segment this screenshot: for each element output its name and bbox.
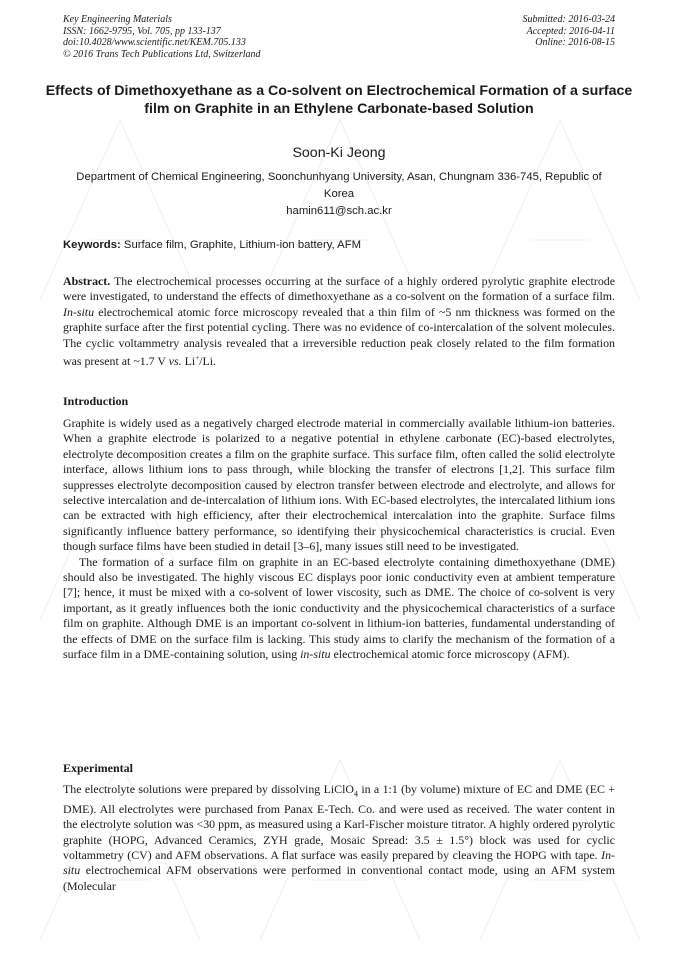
author-email[interactable]: hamin611@sch.ac.kr xyxy=(286,205,392,217)
online-date: Online: 2016-08-15 xyxy=(535,37,615,48)
introduction-italic: in-situ xyxy=(300,647,331,662)
introduction-paragraph-2 xyxy=(63,555,615,663)
introduction-heading: Introduction xyxy=(63,394,129,408)
abstract-italic-1: In-situ xyxy=(63,304,95,319)
experimental-body xyxy=(63,782,615,894)
experimental-heading: Experimental xyxy=(63,761,133,775)
introduction-paragraph-2-text-a: The formation of a surface film on graphite in an EC-based electrolyte containing dimethoxyethane (DME) should also be investigated. The highly viscous EC displays poor ionic conductivity even at ambient temperature [7]; hence, it must be mixed with a co-solvent of lower viscosity, such as DME. The choice of co-solvent is very important, as it greatly influences both the ionic conductivity and the physicochemical characteristics of a surface film on graphite. Although DME is an important co-solvent in lithium-ion batteries, fundamental understanding of the effects of DME on the surface film is lacking. This study aims to clarify the mechanism of the formation of a surface film in a DME-containing solution, using xyxy=(63,554,615,662)
experimental-text-c: electrochemical AFM observations were performed in conventional contact mode, using an AFM system (Molecular xyxy=(63,863,615,893)
abstract-italic-2: vs. xyxy=(168,354,182,368)
abstract-text-4: /Li. xyxy=(199,354,216,368)
journal-info xyxy=(63,14,261,60)
experimental-text-b: in a 1:1 (by volume) mixture of EC and DME (EC + DME). All electrolytes were purchased from Panax E-Tech. Co. and were used as received. The water content in the electrolyte solution was <30 ppm, as measured using a Karl-Fischer moisture titrator. A highly ordered pyrolytic graphite (HOPG, Advanced Ceramics, ZYH grade, Mosaic Spread: 3.5 ± 1.5°) block was used for cyclic voltammetry (CV) and AFM observations. A flat surface was easily prepared by cleaving the HOPG with tape. xyxy=(63,782,615,862)
abstract-text-3: Li xyxy=(184,354,196,368)
keywords-label: Keywords: xyxy=(63,239,121,251)
submitted-date: Submitted: 2016-03-24 xyxy=(522,14,615,25)
journal-doi[interactable]: doi:10.4028/www.scientific.net/KEM.705.133 xyxy=(63,37,246,48)
journal-issn: ISSN: 1662-9795, Vol. 705, pp 133-137 xyxy=(63,25,221,37)
journal-name: Key Engineering Materials xyxy=(63,14,172,25)
experimental-subscript: 4 xyxy=(353,789,358,799)
experimental-text-a: The electrolyte solutions were prepared by dissolving LiClO xyxy=(63,782,354,796)
experimental-italic: In-situ xyxy=(63,848,615,878)
abstract xyxy=(63,274,615,369)
introduction-paragraph-2-text-b: electrochemical atomic force microscopy (AFM). xyxy=(333,647,570,662)
author-affiliation: Department of Chemical Engineering, Soonchunhyang University, Asan, Chungnam 336-745, Republic of Korea xyxy=(76,171,602,200)
accepted-date: Accepted: 2016-04-11 xyxy=(526,25,615,37)
abstract-label: Abstract. xyxy=(63,274,111,288)
keywords-list: Surface film, Graphite, Lithium-ion battery, AFM xyxy=(123,239,362,251)
journal-copyright: © 2016 Trans Tech Publications Ltd, Switzerland xyxy=(63,48,261,60)
paper-title: Effects of Dimethoxyethane as a Co-solvent on Electrochemical Formation of a surface film on Graphite in an Ethylene Carbonate-based Solution xyxy=(45,83,633,117)
abstract-text-2: electrochemical atomic force microscopy revealed that a thin film of ~5 nm thickness was formed on the graphite surface after the first potential cycling. There was no evidence of co-intercalation of the solvent molecules. The cyclic voltammetry analysis revealed that a irreversible reduction peak closely related to the film formation was present at ~1.7 V xyxy=(63,304,615,368)
abstract-text-1: The electrochemical processes occurring at the surface of a highly ordered pyrolytic graphite electrode were investigated, to understand the effects of dimethoxyethane as a co-solvent on the formation of a surface film. xyxy=(63,274,615,304)
abstract-superscript: + xyxy=(195,354,200,363)
introduction-paragraph-1: Graphite is widely used as a negatively charged electrode material in commercially available lithium-ion batteries. When a graphite electrode is polarized to a negative potential in ethylene carbonate (EC)-based electrolytes, electrolyte decomposition creates a film on the graphite surface. This surface film, often called the solid electrolyte interface, allows lithium ions to pass through, while blocking the transfer of electrons [1,2]. This surface film suppresses electrolyte decomposition caused by electron transfer between electrode and electrolyte, and allows for selective intercalation and de-intercalation of lithium ions. With EC-based electrolytes, the intercalated lithium ions can be extracted with high efficiency, after their electrochemical intercalation into the graphite. Surface films significantly influence battery performance, so identifying their physicochemical characteristics is crucial. Even though surface films have been studied in detail [3–6], many issues still need to be investigated. xyxy=(63,416,615,554)
publication-dates xyxy=(523,14,616,49)
keywords xyxy=(63,239,615,251)
author-name: Soon-Ki Jeong xyxy=(292,145,386,161)
introduction-body xyxy=(63,416,615,663)
